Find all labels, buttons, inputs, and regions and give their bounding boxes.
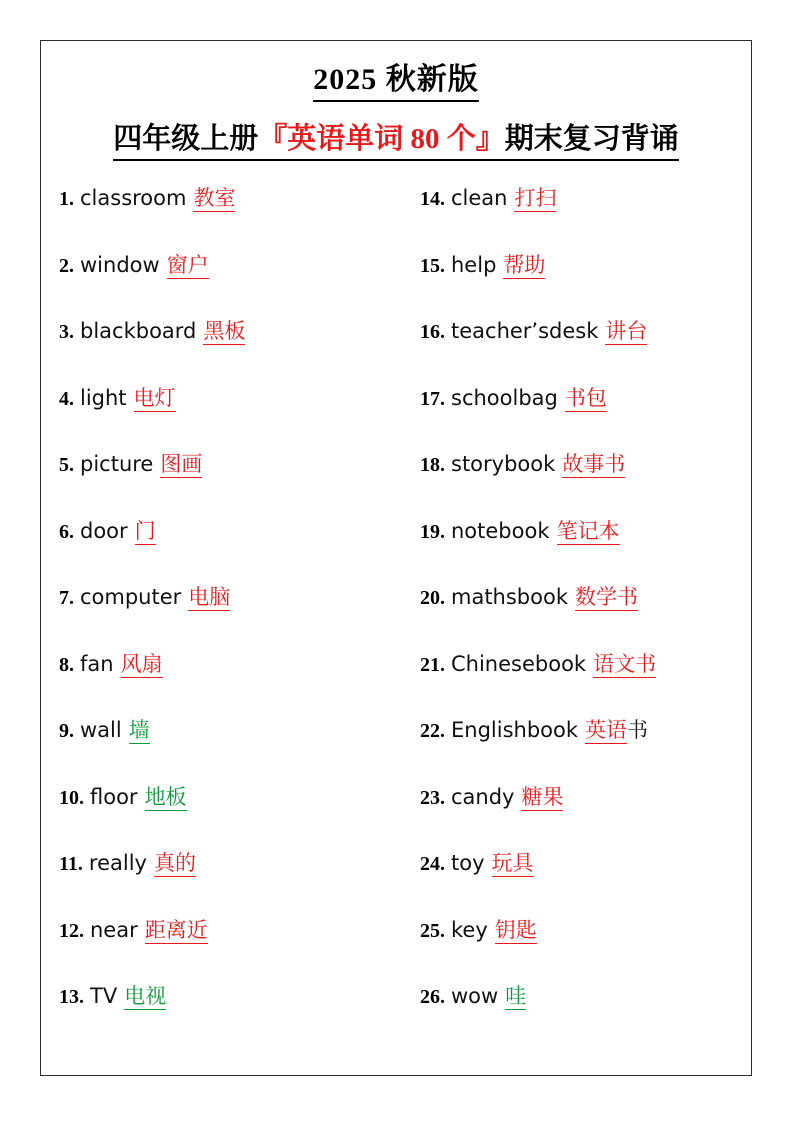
word-entry xyxy=(420,786,737,853)
word-english: blackboard xyxy=(80,319,197,344)
word-number: 17. xyxy=(420,387,445,410)
word-english: door xyxy=(80,518,128,543)
word-chinese: 墙 xyxy=(129,719,150,744)
word-entry xyxy=(420,387,737,454)
word-number: 22. xyxy=(420,720,445,743)
word-chinese: 风扇 xyxy=(121,653,163,678)
word-entry xyxy=(59,187,398,254)
word-chinese: 故事书 xyxy=(562,453,625,478)
word-english: key xyxy=(451,917,488,942)
word-chinese: 窗户 xyxy=(167,254,209,279)
word-chinese: 笔记本 xyxy=(557,520,620,545)
page-title-line-2 xyxy=(113,122,679,162)
word-list-columns xyxy=(41,187,751,1052)
word-entry xyxy=(420,520,737,587)
word-chinese: 哇 xyxy=(505,985,526,1010)
word-chinese: 地板 xyxy=(145,786,187,811)
page-title-line-1: 2025 秋新版 xyxy=(313,63,479,102)
word-number: 12. xyxy=(59,919,84,942)
word-number: 5. xyxy=(59,454,74,477)
word-number: 23. xyxy=(420,786,445,809)
word-number: 8. xyxy=(59,653,74,676)
word-english: window xyxy=(80,252,160,277)
word-number: 10. xyxy=(59,786,84,809)
word-number: 18. xyxy=(420,454,445,477)
word-number: 21. xyxy=(420,653,445,676)
word-english: toy xyxy=(451,851,485,876)
word-english: really xyxy=(88,851,147,876)
word-english: floor xyxy=(90,784,138,809)
word-english: storybook xyxy=(451,452,556,477)
title-highlight: 『英语单词 80 个』 xyxy=(258,122,505,155)
word-entry xyxy=(59,653,398,720)
word-english: wow xyxy=(451,984,499,1009)
word-entry xyxy=(59,985,398,1052)
title-line-2-wrap xyxy=(41,102,751,162)
word-number: 14. xyxy=(420,188,445,211)
word-chinese: 门 xyxy=(135,520,156,545)
word-chinese: 电视 xyxy=(124,985,166,1010)
word-entry xyxy=(420,719,737,786)
word-chinese: 距离近 xyxy=(145,919,208,944)
word-chinese: 打扫 xyxy=(514,187,556,212)
word-chinese: 教室 xyxy=(193,187,235,212)
word-chinese: 糖果 xyxy=(521,786,563,811)
word-entry xyxy=(59,852,398,919)
word-number: 19. xyxy=(420,520,445,543)
word-chinese: 数学书 xyxy=(575,586,638,611)
word-list-right-column xyxy=(398,187,737,1052)
word-chinese-tail: 书 xyxy=(627,718,649,743)
word-english: teacher’sdesk xyxy=(451,319,599,344)
word-english: light xyxy=(80,385,127,410)
word-english: help xyxy=(451,252,497,277)
word-chinese: 图画 xyxy=(160,453,202,478)
word-entry xyxy=(59,786,398,853)
word-list-left-column xyxy=(59,187,398,1052)
word-number: 25. xyxy=(420,919,445,942)
word-chinese: 书包 xyxy=(565,387,607,412)
word-english: computer xyxy=(80,585,182,610)
word-english: near xyxy=(90,917,138,942)
word-english: clean xyxy=(451,186,508,211)
word-english: candy xyxy=(451,784,515,809)
word-entry xyxy=(420,320,737,387)
word-english: TV xyxy=(90,984,118,1009)
word-english: classroom xyxy=(80,186,187,211)
word-number: 2. xyxy=(59,254,74,277)
word-entry xyxy=(420,919,737,986)
word-english: picture xyxy=(80,452,154,477)
title-suffix: 期末复习背诵 xyxy=(504,122,679,155)
word-number: 7. xyxy=(59,587,74,610)
word-number: 16. xyxy=(420,321,445,344)
word-number: 1. xyxy=(59,188,74,211)
word-chinese: 电脑 xyxy=(188,586,230,611)
word-english: fan xyxy=(80,651,114,676)
word-english: mathsbook xyxy=(451,585,568,610)
word-number: 20. xyxy=(420,587,445,610)
word-number: 6. xyxy=(59,520,74,543)
word-entry xyxy=(59,586,398,653)
word-chinese: 玩具 xyxy=(492,852,534,877)
worksheet-page xyxy=(40,40,752,1076)
word-entry xyxy=(59,387,398,454)
word-english: schoolbag xyxy=(451,385,558,410)
word-chinese: 帮助 xyxy=(503,254,545,279)
word-entry xyxy=(420,852,737,919)
word-entry xyxy=(59,453,398,520)
word-entry xyxy=(59,320,398,387)
word-chinese: 真的 xyxy=(154,852,196,877)
word-entry xyxy=(59,719,398,786)
word-number: 3. xyxy=(59,321,74,344)
title-prefix: 四年级上册 xyxy=(113,122,259,155)
word-entry xyxy=(420,453,737,520)
word-english: Chinesebook xyxy=(451,651,587,676)
word-number: 9. xyxy=(59,720,74,743)
title-block xyxy=(41,41,751,161)
word-number: 13. xyxy=(59,986,84,1009)
word-number: 24. xyxy=(420,853,445,876)
word-entry xyxy=(420,985,737,1052)
word-chinese: 英语 xyxy=(585,719,627,744)
word-chinese: 黑板 xyxy=(203,320,245,345)
word-entry xyxy=(420,254,737,321)
word-english: Englishbook xyxy=(451,718,579,743)
word-number: 15. xyxy=(420,254,445,277)
word-entry xyxy=(59,254,398,321)
word-chinese: 语文书 xyxy=(593,653,656,678)
word-entry xyxy=(59,919,398,986)
word-entry xyxy=(420,586,737,653)
word-number: 11. xyxy=(59,853,83,876)
word-english: notebook xyxy=(451,518,550,543)
word-chinese: 电灯 xyxy=(134,387,176,412)
word-chinese: 讲台 xyxy=(605,320,647,345)
title-line-1-wrap xyxy=(41,63,751,102)
word-number: 4. xyxy=(59,387,74,410)
word-entry xyxy=(59,520,398,587)
word-number: 26. xyxy=(420,986,445,1009)
word-chinese: 钥匙 xyxy=(495,919,537,944)
word-entry xyxy=(420,653,737,720)
word-english: wall xyxy=(80,718,122,743)
word-entry xyxy=(420,187,737,254)
